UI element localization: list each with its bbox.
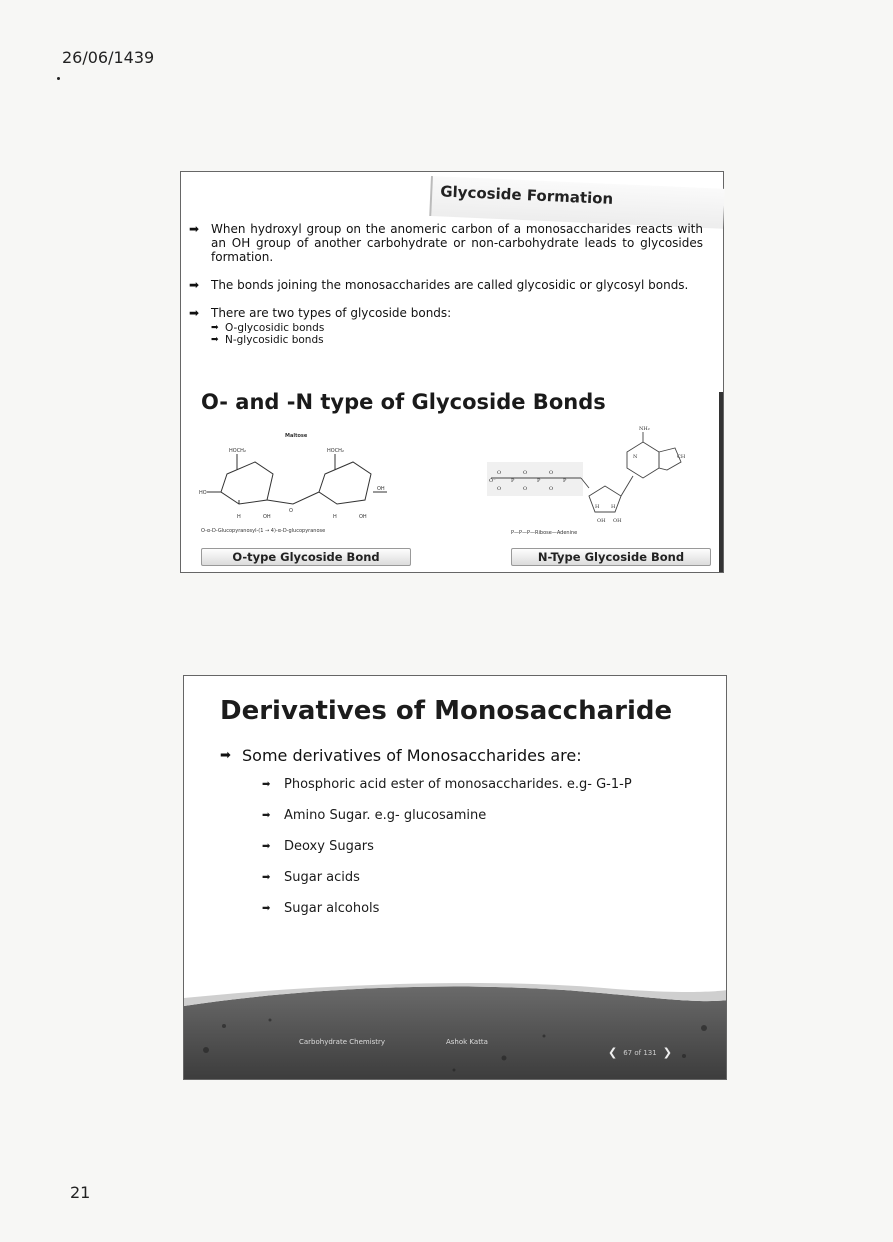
slide-title-box xyxy=(429,176,724,229)
n-type-glycoside-bond-label: N-Type Glycoside Bond xyxy=(511,548,711,566)
arrow-bullet-icon: ➡ xyxy=(211,323,219,333)
arrow-bullet-icon: ➡ xyxy=(189,306,200,320)
svg-text:OH: OH xyxy=(359,514,367,520)
svg-text:O: O xyxy=(497,486,502,492)
svg-text:CH: CH xyxy=(677,454,686,460)
list-item: ➡ O-glycosidic bonds xyxy=(211,322,325,334)
o-type-glycoside-bond-label: O-type Glycoside Bond xyxy=(201,548,411,566)
svg-text:O⁻: O⁻ xyxy=(489,478,496,484)
atp-structure-diagram xyxy=(477,422,697,532)
svg-text:H: H xyxy=(595,504,600,510)
arrow-bullet-icon: ➡ xyxy=(262,903,271,914)
svg-text:HOCH₂: HOCH₂ xyxy=(327,448,344,454)
bullet-list xyxy=(189,222,703,346)
next-slide-icon[interactable]: ❯ xyxy=(662,1046,672,1059)
slide-navigation xyxy=(608,1046,672,1059)
arrow-bullet-icon: ➡ xyxy=(189,222,200,236)
svg-text:H: H xyxy=(611,504,616,510)
arrow-bullet-icon: ➡ xyxy=(262,872,271,883)
atp-caption: P—P—P—Ribose—Adenine xyxy=(511,530,578,536)
slide-edge-bar xyxy=(719,392,723,572)
decorative-dot xyxy=(57,77,60,80)
footer-author: Ashok Katta xyxy=(446,1038,488,1046)
svg-text:N: N xyxy=(633,454,638,460)
svg-text:OH: OH xyxy=(613,518,622,524)
svg-text:OH: OH xyxy=(377,486,385,492)
list-item: ➡ N-glycosidic bonds xyxy=(211,334,324,346)
svg-text:OH: OH xyxy=(597,518,606,524)
arrow-bullet-icon: ➡ xyxy=(211,335,219,345)
svg-text:O: O xyxy=(497,470,502,476)
svg-text:P: P xyxy=(537,478,541,484)
slide-counter: 67 of 131 xyxy=(623,1048,657,1057)
section-heading: O- and -N type of Glycoside Bonds xyxy=(201,390,606,414)
maltose-structure-diagram xyxy=(197,440,397,526)
svg-text:H: H xyxy=(333,514,337,520)
list-item: ➡ When hydroxyl group on the anomeric carbon of a monosaccharides reacts with an OH group of another carbohydrate or non-carbohydrate leads to glycosides formation. xyxy=(189,222,703,264)
previous-slide-icon[interactable]: ❮ xyxy=(608,1046,618,1059)
arrow-bullet-icon: ➡ xyxy=(189,278,200,292)
svg-text:O: O xyxy=(289,508,293,514)
svg-text:NH₂: NH₂ xyxy=(639,426,650,432)
slide-title: Glycoside Formation xyxy=(439,182,614,208)
svg-text:H: H xyxy=(237,514,241,520)
slide-title: Derivatives of Monosaccharide xyxy=(220,696,673,726)
list-item: ➡ Sugar acids xyxy=(262,870,632,901)
maltose-caption: O-α-D-Glucopyranosyl-(1 → 4)-α-D-glucopyranose xyxy=(201,528,326,534)
list-item: ➡ The bonds joining the monosaccharides are called glycosidic or glycosyl bonds. xyxy=(189,278,689,292)
slide-footer xyxy=(184,978,727,1080)
slide-derivatives xyxy=(183,675,727,1080)
svg-text:O: O xyxy=(549,470,554,476)
svg-text:HO: HO xyxy=(199,490,207,496)
derivatives-list xyxy=(262,777,632,932)
intro-bullet: ➡ Some derivatives of Monosaccharides are: xyxy=(220,746,582,765)
page-date: 26/06/1439 xyxy=(62,48,155,67)
footer-wave-background xyxy=(184,978,727,1080)
arrow-bullet-icon: ➡ xyxy=(262,841,271,852)
list-item: ➡ Phosphoric acid ester of monosaccharides. e.g- G-1-P xyxy=(262,777,632,808)
arrow-bullet-icon: ➡ xyxy=(262,779,271,790)
list-item: ➡ Sugar alcohols xyxy=(262,901,632,932)
maltose-label: Maltose xyxy=(285,433,308,439)
slide-glycoside-formation xyxy=(180,171,724,573)
list-item: ➡ Deoxy Sugars xyxy=(262,839,632,870)
list-item: ➡ There are two types of glycoside bonds: xyxy=(189,306,452,320)
list-item: ➡ Amino Sugar. e.g- glucosamine xyxy=(262,808,632,839)
svg-text:HOCH₂: HOCH₂ xyxy=(229,448,246,454)
svg-text:O: O xyxy=(523,486,528,492)
page-number: 21 xyxy=(70,1183,91,1202)
arrow-bullet-icon: ➡ xyxy=(262,810,271,821)
svg-text:P: P xyxy=(511,478,515,484)
svg-text:OH: OH xyxy=(263,514,271,520)
svg-text:P: P xyxy=(563,478,567,484)
svg-text:O: O xyxy=(523,470,528,476)
sub-bullet-list xyxy=(211,322,703,346)
footer-course-title: Carbohydrate Chemistry xyxy=(299,1038,386,1046)
arrow-bullet-icon: ➡ xyxy=(220,748,231,763)
svg-text:O: O xyxy=(549,486,554,492)
